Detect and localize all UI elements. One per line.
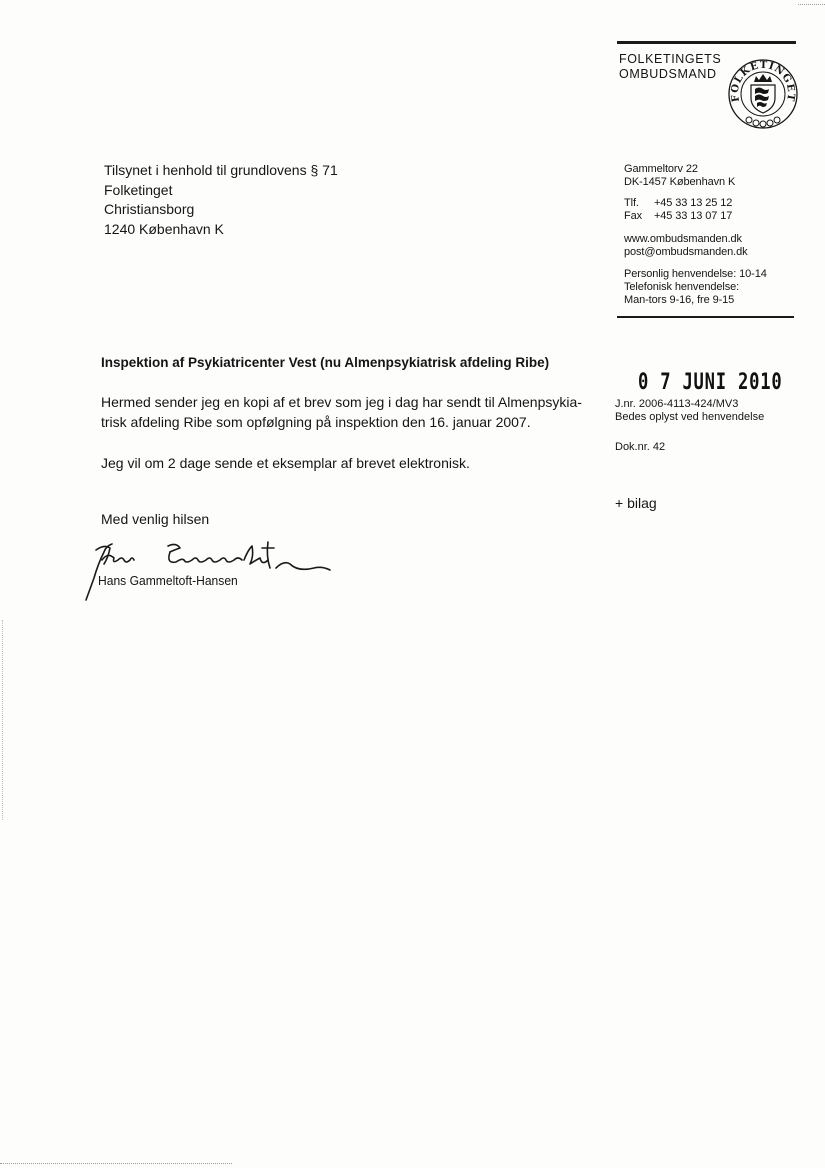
fax-row <box>624 210 732 223</box>
org-name-line2: OMBUDSMAND <box>619 67 717 81</box>
scan-edge-mark <box>2 620 4 820</box>
scan-edge-mark <box>0 1163 232 1165</box>
org-name-line1: FOLKETINGETS <box>619 52 722 66</box>
signatory-name: Hans Gammeltoft-Hansen <box>98 573 238 588</box>
letterhead-bottom-rule <box>617 316 794 318</box>
body-line: trisk afdeling Ribe som opfølgning på inspektion den 16. januar 2007. <box>101 414 531 430</box>
journal-note: Bedes oplyst ved henvendelse <box>615 411 765 423</box>
website-text: www.ombudsmanden.dk <box>624 233 742 245</box>
parliament-seal-icon <box>725 58 801 130</box>
phone-hours-label: Telefonisk henvendelse: <box>624 281 740 293</box>
phone-number: +45 33 13 25 12 <box>653 197 733 209</box>
body-paragraph-2 <box>101 453 470 473</box>
fax-number: +45 33 13 07 17 <box>653 210 733 222</box>
contact-address <box>624 163 735 189</box>
recipient-line: 1240 København K <box>104 220 224 237</box>
contact-online <box>624 233 748 259</box>
received-date-stamp: 0 7 JUNI 2010 <box>638 370 783 395</box>
email-text: post@ombudsmanden.dk <box>624 246 748 258</box>
journal-number: J.nr. 2006-4113-424/MV3 <box>615 398 739 410</box>
letterhead-top-rule <box>617 41 796 44</box>
recipient-line: Folketinget <box>104 181 173 198</box>
closing-line: Med venlig hilsen <box>101 511 210 527</box>
scan-edge-mark <box>798 4 825 6</box>
recipient-line: Tilsynet i henhold til grundlovens § 71 <box>104 162 338 178</box>
contact-hours <box>624 268 767 307</box>
svg-text:FOLKETINGET: FOLKETINGET <box>729 59 797 103</box>
address-street: Gammeltorv 22 <box>624 163 698 175</box>
recipient-address <box>104 161 338 239</box>
closing-text <box>101 509 209 529</box>
address-city: DK-1457 København K <box>624 176 736 188</box>
phone-hours: Man-tors 9-16, fre 9-15 <box>624 294 735 306</box>
letterhead-org-name <box>619 52 721 82</box>
contact-numbers <box>624 197 732 223</box>
body-line: Hermed sender jeg en kopi af et brev som jeg i dag har sendt til Almenpsykia- <box>101 394 582 410</box>
letter-subject: Inspektion af Psykiatricenter Vest (nu Almenpsykiatrisk afdeling Ribe) <box>101 355 550 370</box>
phone-row <box>624 197 732 210</box>
recipient-line: Christiansborg <box>104 201 195 217</box>
attachment-note: + bilag <box>615 495 657 511</box>
body-line: Jeg vil om 2 dage sende et eksemplar af brevet elektronisk. <box>101 455 470 471</box>
handwritten-signature-icon <box>84 538 336 602</box>
phone-label: Tlf. <box>624 197 639 209</box>
journal-reference <box>615 398 764 424</box>
body-paragraph-1 <box>101 392 582 432</box>
fax-label: Fax <box>624 210 643 222</box>
personal-hours: Personlig henvendelse: 10-14 <box>624 268 767 280</box>
document-number: Dok.nr. 42 <box>615 441 666 453</box>
